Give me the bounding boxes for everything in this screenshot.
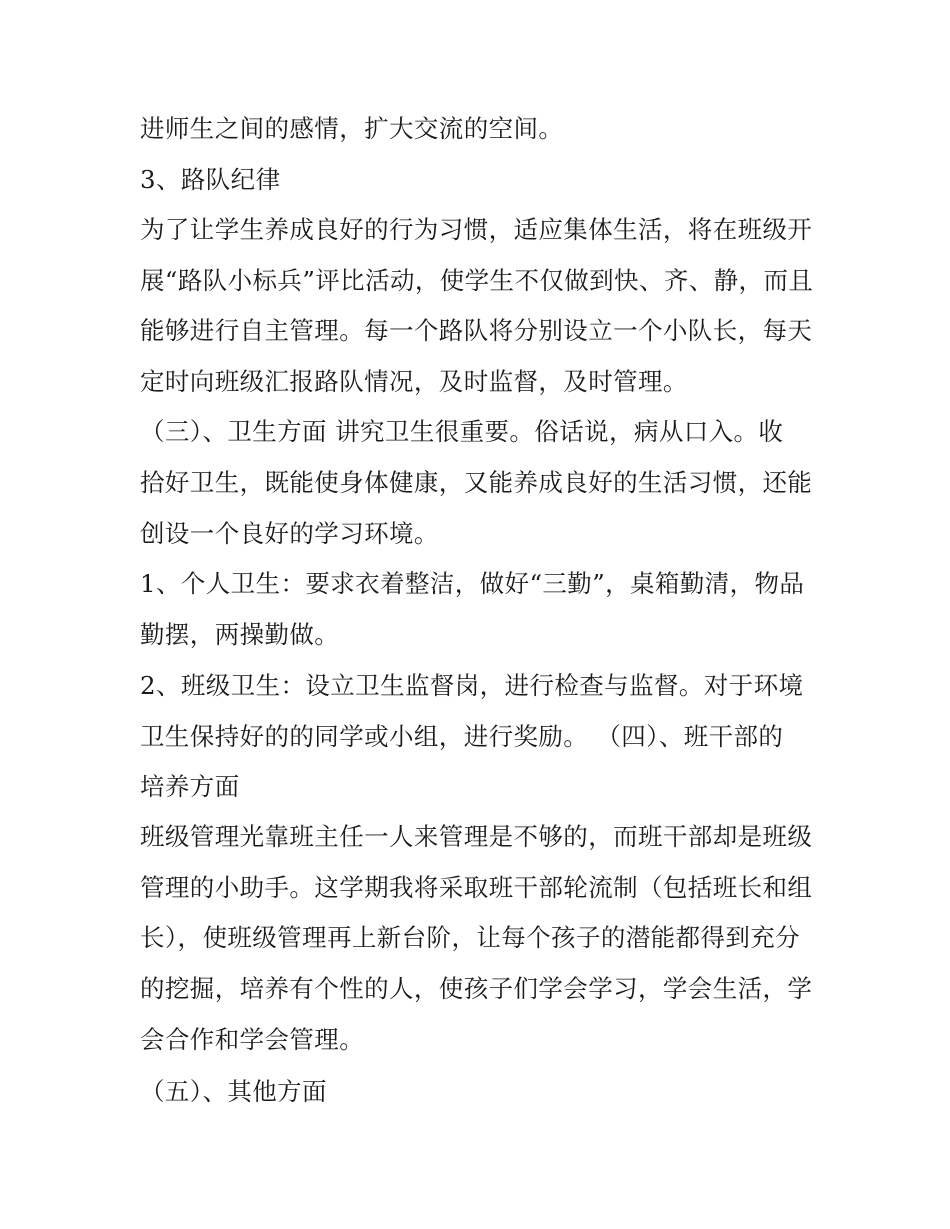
text-line: 创设一个良好的学习环境。 [140,519,439,548]
text-line: 班级管理光靠班主任一人来管理是不够的，而班干部却是班级 [140,822,813,851]
text-line: 定时向班级汇报路队情况，及时监督，及时管理。 [140,367,688,396]
text-line: 为了让学生养成良好的行为习惯，适应集体生活，将在班级开 [140,215,813,244]
text-line: 勤摆，两操勤做。 [140,620,340,649]
section-heading: 3、路队纪律 [140,165,281,194]
text-line: 的挖掘，培养有个性的人，使孩子们学会学习，学会生活，学 [140,974,813,1003]
text-line: 会合作和学会管理。 [140,1025,365,1054]
text-line: 卫生保持好的的同学或小组，进行奖励。 （四）、班干部的 [140,722,784,751]
text-line: 拾好卫生，既能使身体健康，又能养成良好的生活习惯，还能 [140,468,813,497]
text-line: 1、个人卫生：要求衣着整洁，做好“三勤”，桌箱勤清，物品 [140,569,805,598]
text-line: 能够进行自主管理。每一个路队将分别设立一个小队长，每天 [140,316,813,345]
text-line: 展“路队小标兵”评比活动，使学生不仅做到快、齐、静，而且 [140,266,814,295]
section-heading: 培养方面 [140,772,240,801]
text-line: （三）、卫生方面 讲究卫生很重要。俗话说，病从口入。收 [140,417,784,446]
text-line: 管理的小助手。这学期我将采取班干部轮流制（包括班长和组 [140,873,813,902]
text-line: 长），使班级管理再上新台阶，让每个孩子的潜能都得到充分 [140,923,801,952]
text-line: 2、班级卫生：设立卫生监督岗，进行检查与监督。对于环境 [140,671,804,700]
section-heading: （五）、其他方面 [140,1077,327,1106]
text-line: 进师生之间的感情，扩大交流的空间。 [140,114,564,143]
